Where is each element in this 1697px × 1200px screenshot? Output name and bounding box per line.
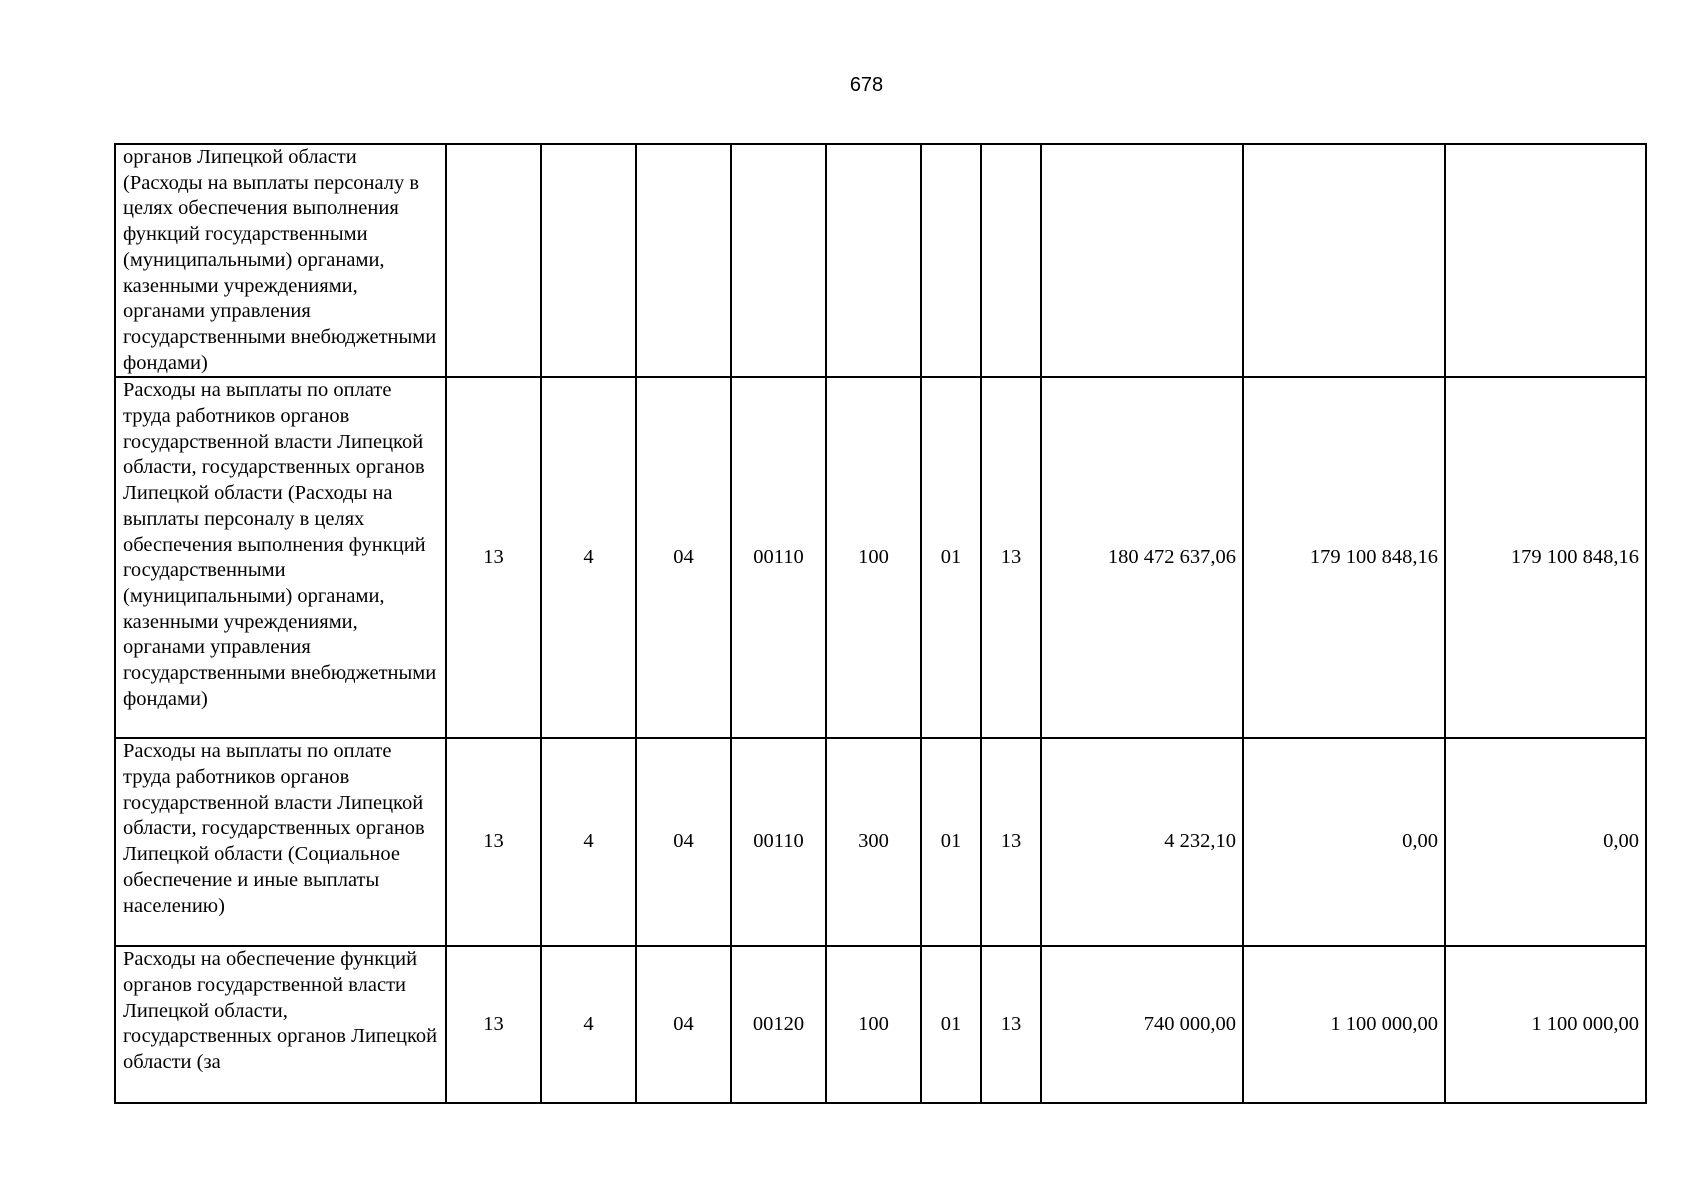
table-row (115, 144, 1646, 377)
amount-cell: 0,00 (1243, 738, 1445, 946)
code-cell: 13 (981, 946, 1041, 1103)
code-cell: 13 (981, 738, 1041, 946)
amount-cell (1243, 144, 1445, 377)
code-cell: 01 (921, 946, 981, 1103)
table-row (115, 738, 1646, 946)
code-cell: 4 (541, 946, 636, 1103)
amount-cell: 0,00 (1445, 738, 1646, 946)
amount-cell: 180 472 637,06 (1041, 377, 1243, 738)
row-description: органов Липецкой области (Расходы на выплаты персоналу в целях обеспечения выполнения функций государственными (муниципальными) органами, казенными учреждениями, органами управления государственными внебюджетными фондами) (115, 144, 446, 377)
code-cell (636, 144, 731, 377)
row-description: Расходы на выплаты по оплате труда работников органов государственной власти Липецкой области, государственных органов Липецкой области (Расходы на выплаты персоналу в целях обеспечения выполнения функций государственными (муниципальными) органами, казенными учреждениями, органами управления государственными внебюджетными фондами) (115, 377, 446, 738)
amount-cell: 4 232,10 (1041, 738, 1243, 946)
code-cell: 100 (826, 946, 921, 1103)
code-cell: 13 (446, 377, 541, 738)
code-cell: 4 (541, 377, 636, 738)
code-cell: 4 (541, 738, 636, 946)
code-cell: 13 (981, 377, 1041, 738)
amount-cell: 179 100 848,16 (1243, 377, 1445, 738)
code-cell (446, 144, 541, 377)
amount-cell: 1 100 000,00 (1243, 946, 1445, 1103)
code-cell: 04 (636, 377, 731, 738)
code-cell (826, 144, 921, 377)
budget-table (114, 143, 1647, 1104)
code-cell (981, 144, 1041, 377)
code-cell (731, 144, 826, 377)
amount-cell: 1 100 000,00 (1445, 946, 1646, 1103)
code-cell (541, 144, 636, 377)
code-cell: 04 (636, 738, 731, 946)
table-row (115, 377, 1646, 738)
code-cell: 00110 (731, 738, 826, 946)
code-cell: 04 (636, 946, 731, 1103)
code-cell (921, 144, 981, 377)
amount-cell: 179 100 848,16 (1445, 377, 1646, 738)
table-row (115, 946, 1646, 1103)
code-cell: 300 (826, 738, 921, 946)
code-cell: 01 (921, 738, 981, 946)
page-number: 678 (849, 74, 884, 96)
code-cell: 01 (921, 377, 981, 738)
code-cell: 100 (826, 377, 921, 738)
amount-cell: 740 000,00 (1041, 946, 1243, 1103)
code-cell: 00110 (731, 377, 826, 738)
row-description: Расходы на обеспечение функций органов государственной власти Липецкой области, государственных органов Липецкой области (за (115, 946, 446, 1103)
row-description: Расходы на выплаты по оплате труда работников органов государственной власти Липецкой области, государственных органов Липецкой области (Социальное обеспечение и иные выплаты населению) (115, 738, 446, 946)
code-cell: 13 (446, 738, 541, 946)
amount-cell (1445, 144, 1646, 377)
amount-cell (1041, 144, 1243, 377)
code-cell: 13 (446, 946, 541, 1103)
code-cell: 00120 (731, 946, 826, 1103)
